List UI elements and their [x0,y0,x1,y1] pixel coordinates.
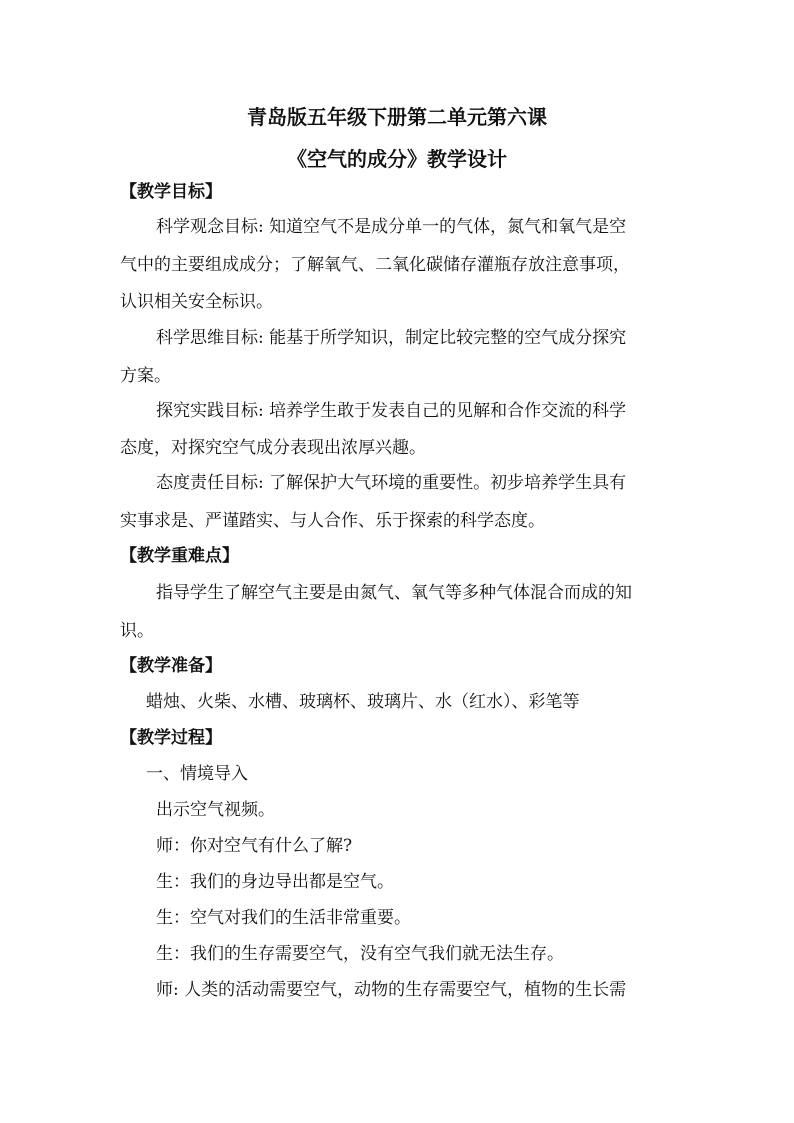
process-heading: 【教学过程】 [120,728,222,748]
key-points-line-2: 识。 [120,621,154,641]
key-points-heading: 【教学重难点】 [120,546,239,566]
process-step-1: 一、情境导入 [146,764,248,784]
document-subtitle: 《空气的成分》教学设计 [287,147,507,171]
process-line-1: 出示空气视频。 [156,800,275,820]
preparation-list: 蜡烛、火柴、水槽、玻璃杯、玻璃片、水（红水）、彩笔等 [146,692,580,712]
process-line-4: 生：空气对我们的生活非常重要。 [156,908,411,928]
process-line-3: 生：我们的身边导出都是空气。 [156,872,394,892]
preparation-heading: 【教学准备】 [120,656,222,676]
goal-1-line-3: 认识相关安全标识。 [120,292,273,312]
process-line-2: 师：你对空气有什么了解? [156,836,353,856]
goal-1-line-2: 气中的主要组成成分；了解氧气、二氧化碳储存灌瓶存放注意事项， [120,255,630,275]
document-title: 青岛版五年级下册第二单元第六课 [247,105,547,129]
key-points-line-1: 指导学生了解空气主要是由氮气、氧气等多种气体混合而成的知 [156,583,632,603]
goal-1-line-1: 科学观念目标: 知道空气不是成分单一的气体，氮气和氧气是空 [156,217,627,237]
goal-3-line-2: 态度，对探究空气成分表现出浓厚兴趣。 [120,438,426,458]
goals-heading: 【教学目标】 [120,182,222,202]
goal-2-line-1: 科学思维目标: 能基于所学知识，制定比较完整的空气成分探究 [156,328,627,348]
goal-3-line-1: 探究实践目标: 培养学生敢于发表自己的见解和合作交流的科学 [156,401,627,421]
goal-2-line-2: 方案。 [120,366,171,386]
goal-4-line-1: 态度责任目标: 了解保护大气环境的重要性。初步培养学生具有 [156,473,627,493]
process-line-6: 师: 人类的活动需要空气，动物的生存需要空气，植物的生长需 [156,980,627,1000]
process-line-5: 生：我们的生存需要空气，没有空气我们就无法生存。 [156,944,564,964]
goal-4-line-2: 实事求是、严谨踏实、与人合作、乐于探索的科学态度。 [120,511,545,531]
